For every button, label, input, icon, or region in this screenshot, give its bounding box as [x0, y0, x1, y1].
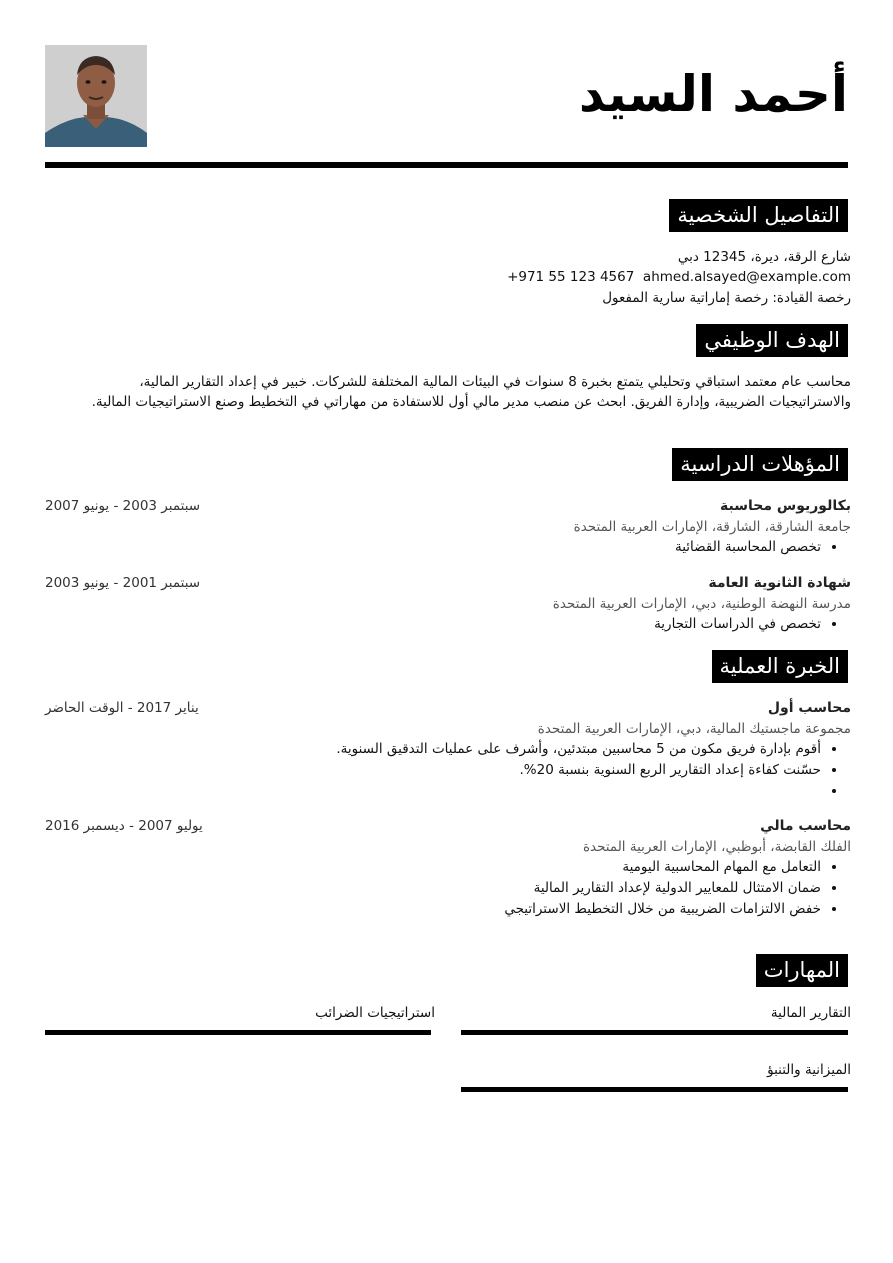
- driving-license: رخصة القيادة: رخصة إماراتية سارية المفعول: [602, 290, 851, 306]
- heading-personal-details: التفاصيل الشخصية: [669, 199, 848, 232]
- skill-label: الميزانية والتنبؤ: [767, 1062, 851, 1078]
- skill-label: التقارير المالية: [770, 1005, 851, 1021]
- education-bullets: [61, 614, 851, 635]
- objective-line-1: محاسب عام معتمد استباقي وتحليلي يتمتع بخبرة 8 سنوات في البيئات المالية المختلفة للشركات. خبير في إعداد التقارير المالية،: [139, 374, 851, 390]
- education-institution: جامعة الشارقة، الشارقة، الإمارات العربية المتحدة: [573, 519, 851, 535]
- skill-level-bar: [461, 1087, 848, 1092]
- education-date: سبتمبر 2003 - يونيو 2007: [45, 498, 201, 514]
- phone: +971 55 123 4567: [507, 269, 635, 285]
- job-date: يناير 2017 - الوقت الحاضر: [45, 700, 199, 716]
- objective-text: [43, 372, 851, 412]
- candidate-name: أحمد السيد: [578, 65, 848, 123]
- job-bullets: [61, 739, 851, 802]
- education-title: شهادة الثانوية العامة: [708, 575, 851, 591]
- heading-education: المؤهلات الدراسية: [672, 448, 848, 481]
- job-bullets: [61, 857, 851, 920]
- job-date: يوليو 2007 - ديسمبر 2016: [45, 818, 203, 834]
- contact-line: [45, 267, 851, 287]
- person-photo-icon: [45, 45, 147, 147]
- bullet-item: • خفض الالتزامات الضريبية من خلال التخطيط الاستراتيجي: [61, 899, 821, 920]
- education-bullets: [61, 537, 851, 558]
- heading-work-experience: الخبرة العملية: [712, 650, 848, 683]
- skill-level-bar: [45, 1030, 431, 1035]
- heading-career-objective: الهدف الوظيفي: [696, 324, 848, 357]
- profile-photo: [45, 45, 147, 147]
- bullet-item: • تخصص في الدراسات التجارية: [61, 614, 821, 635]
- header-divider: [45, 162, 848, 168]
- bullet-item: • أقوم بإدارة فريق مكون من 5 محاسبين مبتدئين، وأشرف على عمليات التدقيق السنوية.: [61, 739, 821, 760]
- email: ahmed.alsayed@example.com: [642, 269, 851, 285]
- job-company: مجموعة ماجستيك المالية، دبي، الإمارات العربية المتحدة: [537, 721, 851, 737]
- bullet-item: [61, 781, 821, 802]
- address: شارع الرقة، ديرة، 12345 دبي: [677, 249, 851, 265]
- objective-line-2: والاستراتيجيات الضريبية، وإدارة الفريق. ابحث عن منصب مدير مالي أول للاستفادة من مهاراتي في التخطيط وصنع الاستراتيجيات المالية.: [91, 394, 851, 410]
- education-date: سبتمبر 2001 - يونيو 2003: [45, 575, 201, 591]
- heading-skills: المهارات: [756, 954, 848, 987]
- job-company: الفلك القابضة، أبوظبي، الإمارات العربية المتحدة: [582, 839, 851, 855]
- education-institution: مدرسة النهضة الوطنية، دبي، الإمارات العربية المتحدة: [552, 596, 851, 612]
- job-title: محاسب مالي: [760, 818, 851, 834]
- bullet-item: • حسّنت كفاءة إعداد التقارير الربع السنوية بنسبة 20%.: [61, 760, 821, 781]
- job-title: محاسب أول: [767, 700, 851, 716]
- education-title: بكالوريوس محاسبة: [720, 498, 851, 514]
- bullet-item: • التعامل مع المهام المحاسبية اليومية: [61, 857, 821, 878]
- skill-label: استراتيجيات الضرائب: [315, 1005, 435, 1021]
- bullet-item: • تخصص المحاسبة القضائية: [61, 537, 821, 558]
- bullet-item: • ضمان الامتثال للمعايير الدولية لإعداد التقارير المالية: [61, 878, 821, 899]
- skill-level-bar: [461, 1030, 848, 1035]
